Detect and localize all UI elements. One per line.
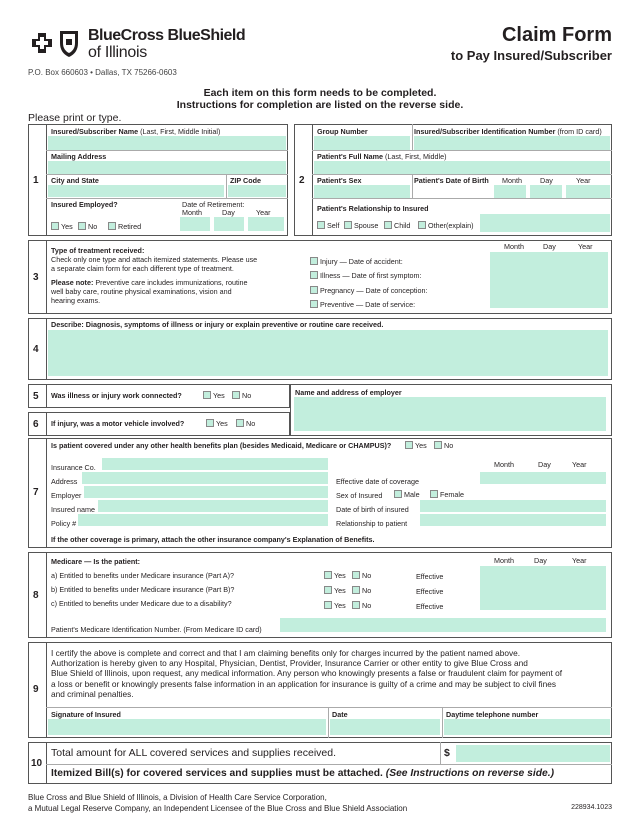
checkbox-icon[interactable]: [418, 221, 426, 229]
medicare-c: c) Entitled to benefits under Medicare due to a disability?: [51, 599, 232, 608]
s7-employer-label: Employer: [51, 491, 82, 500]
section-1-number: 1: [33, 175, 39, 186]
checkbox-icon[interactable]: [310, 300, 318, 308]
checkbox-icon[interactable]: [236, 419, 244, 427]
s7-address-field[interactable]: [82, 472, 328, 484]
print-note: Please print or type.: [28, 112, 122, 124]
section-2-number: 2: [299, 175, 305, 186]
form-title: Claim Form: [501, 24, 612, 46]
employer-label: Name and address of employer: [295, 388, 402, 397]
cert-line: I certify the above is complete and correct and that I am claiming benefits only for charges incurred by the patient named above.: [51, 648, 521, 658]
dob-month[interactable]: [494, 185, 526, 198]
id-field[interactable]: [414, 136, 610, 150]
eff-b-label: Effective: [416, 587, 444, 596]
checkbox-icon[interactable]: [310, 271, 318, 279]
pregnancy-option[interactable]: Pregnancy — Date of conception:: [310, 286, 427, 294]
employed-retired[interactable]: Retired: [108, 222, 141, 230]
footer-code: 228934.1023: [571, 804, 612, 811]
s7-year-label: Year: [572, 460, 587, 469]
dollar-sign: $: [444, 747, 450, 759]
footer-line-2: a Mutual Legal Reserve Company, an Independent Licensee of the Blue Cross and Blue Shield Association: [28, 804, 408, 813]
s7-policy-label: Policy #: [51, 519, 77, 528]
city-field[interactable]: [48, 185, 224, 197]
checkbox-icon[interactable]: [394, 490, 402, 498]
brand-name: BlueCross BlueShield: [88, 27, 246, 44]
patient-name-field[interactable]: [314, 161, 610, 174]
illness-option[interactable]: Illness — Date of first symptom:: [310, 271, 421, 279]
rel-self[interactable]: Self: [317, 221, 339, 229]
section-8-number: 8: [33, 590, 39, 601]
s7-rel-field[interactable]: [420, 514, 606, 526]
dob-day-label: Day: [540, 176, 553, 185]
s7-effective-label: Effective date of coverage: [336, 477, 419, 486]
insco-label: Insurance Co.: [51, 463, 96, 472]
section-10-number: 10: [31, 758, 43, 769]
s7-day-label: Day: [538, 460, 551, 469]
rel-spouse[interactable]: Spouse: [344, 221, 378, 229]
checkbox-icon[interactable]: [434, 441, 442, 449]
section-3-number: 3: [33, 272, 39, 283]
treatment-text-2: a separate claim form for each different type of treatment.: [51, 264, 234, 273]
itemized-note: Itemized Bill(s) for covered services and supplies must be attached. (See Instructions on reverse side.): [51, 768, 555, 779]
treatment-label: Type of treatment received:: [51, 246, 145, 255]
s7-dob-field[interactable]: [420, 500, 606, 512]
medicare-id-field[interactable]: [280, 618, 606, 632]
preventive-option[interactable]: Preventive — Date of service:: [310, 300, 415, 308]
employed-label: Insured Employed?: [51, 200, 118, 209]
checkbox-icon[interactable]: [352, 601, 360, 609]
retire-year-label: Year: [256, 208, 271, 217]
rel-other-field[interactable]: [480, 214, 610, 232]
mailing-label: Mailing Address: [51, 152, 107, 161]
dob-day[interactable]: [530, 185, 562, 198]
checkbox-icon[interactable]: [51, 222, 59, 230]
s8-year-label: Year: [572, 556, 587, 565]
checkbox-icon[interactable]: [203, 391, 211, 399]
dob-label: Patient's Date of Birth: [414, 176, 489, 185]
eff-c-label: Effective: [416, 602, 444, 611]
city-label: City and State: [51, 176, 99, 185]
sex-label: Patient's Sex: [317, 176, 362, 185]
work-no[interactable]: No: [232, 391, 251, 399]
medicare-a-yes[interactable]: Yes: [324, 571, 346, 579]
checkbox-icon[interactable]: [430, 490, 438, 498]
dob-month-label: Month: [502, 176, 522, 185]
checkbox-icon[interactable]: [317, 221, 325, 229]
checkbox-icon[interactable]: [310, 257, 318, 265]
date-field[interactable]: [330, 719, 440, 735]
group-field[interactable]: [314, 136, 410, 150]
checkbox-icon[interactable]: [324, 601, 332, 609]
section-7-number: 7: [33, 487, 39, 498]
dob-year-label: Year: [576, 176, 591, 185]
other-plan-no[interactable]: No: [434, 441, 453, 449]
instruction-2: Instructions for completion are listed on the reverse side.: [176, 99, 464, 111]
medicare-b-no[interactable]: No: [352, 586, 371, 594]
s7-address-label: Address: [51, 477, 78, 486]
zip-label: ZIP Code: [230, 176, 262, 185]
mailing-field[interactable]: [48, 161, 286, 174]
address: P.O. Box 660603 • Dallas, TX 75266-0603: [28, 68, 177, 77]
rel-child[interactable]: Child: [384, 221, 410, 229]
s7-female[interactable]: Female: [430, 490, 464, 498]
employed-no[interactable]: No: [78, 222, 97, 230]
form-subtitle: to Pay Insured/Subscriber: [450, 48, 612, 63]
injury-option[interactable]: Injury — Date of accident:: [310, 257, 403, 265]
section-4-number: 4: [33, 344, 39, 355]
other-plan-yes[interactable]: Yes: [405, 441, 427, 449]
motor-no[interactable]: No: [236, 419, 255, 427]
eff-a-label: Effective: [416, 572, 444, 581]
insco-field[interactable]: [102, 458, 328, 470]
checkbox-icon[interactable]: [206, 419, 214, 427]
phone-field[interactable]: [444, 719, 610, 735]
t-date-grid[interactable]: [490, 252, 608, 308]
motor-yes[interactable]: Yes: [206, 419, 228, 427]
retire-day[interactable]: [214, 217, 244, 231]
certification-text: [51, 648, 562, 699]
treatment-note-1: Please note: Preventive care includes immunizations, routine: [51, 278, 248, 287]
cert-line: and criminal penalties.: [51, 688, 134, 699]
medicare-a-no[interactable]: No: [352, 571, 371, 579]
cert-line: Authorization is hereby given to any Hospital, Physician, Dentist, Provider, Insurance Carrier or other entity to give Blue Cross and: [51, 658, 528, 669]
relationship-label: Patient's Relationship to Insured: [317, 204, 429, 213]
bcbs-logo-icon: [28, 27, 84, 59]
insured-name-field[interactable]: [48, 136, 286, 150]
checkbox-icon[interactable]: [324, 571, 332, 579]
sig-field[interactable]: [48, 719, 326, 735]
phone-label: Daytime telephone number: [446, 710, 539, 719]
instruction-1: Each item on this form needs to be completed.: [203, 87, 437, 99]
s7-dob-label: Date of birth of insured: [336, 505, 409, 514]
t-day-label: Day: [543, 242, 556, 251]
zip-field[interactable]: [228, 185, 286, 197]
checkbox-icon[interactable]: [232, 391, 240, 399]
section-9-number: 9: [33, 684, 39, 695]
s8-day-label: Day: [534, 556, 547, 565]
retire-month-label: Month: [182, 208, 202, 217]
patient-name-label: Patient's Full Name (Last, First, Middle): [317, 152, 447, 161]
treatment-text-1: Check only one type and attach itemized statements. Please use: [51, 255, 258, 264]
logo: [28, 27, 84, 59]
id-label: Insured/Subscriber Identification Number (from ID card): [414, 127, 602, 136]
checkbox-icon[interactable]: [352, 571, 360, 579]
employer-field[interactable]: [294, 397, 606, 431]
sex-field[interactable]: [314, 185, 410, 198]
s7-insured-label: Insured name: [51, 505, 95, 514]
checkbox-icon[interactable]: [344, 221, 352, 229]
checkbox-icon[interactable]: [384, 221, 392, 229]
t-year-label: Year: [578, 242, 593, 251]
date-label: Date: [332, 710, 348, 719]
cert-line: a loss or benefit or knowingly presents false information in an application for insurance is guilty of a crime and may be subject to civil fines: [51, 678, 556, 689]
section-6-number: 6: [33, 419, 39, 430]
checkbox-icon[interactable]: [310, 286, 318, 294]
cert-line: Blue Shield of Illinois, upon request, any medical information. Any person who knowingly presents a false or fraudulent claim for payment of: [51, 668, 562, 679]
section-5-number: 5: [33, 391, 39, 402]
describe-field[interactable]: [48, 330, 608, 376]
checkbox-icon[interactable]: [78, 222, 86, 230]
medicare-eff-dates[interactable]: [480, 566, 606, 610]
s7-male[interactable]: Male: [394, 490, 420, 498]
t-month-label: Month: [504, 242, 524, 251]
checkbox-icon[interactable]: [108, 222, 116, 230]
total-label: Total amount for ALL covered services and supplies received.: [51, 747, 337, 759]
s7-insured-field[interactable]: [98, 500, 328, 512]
checkbox-icon[interactable]: [352, 586, 360, 594]
medicare-c-no[interactable]: No: [352, 601, 371, 609]
retire-year[interactable]: [248, 217, 284, 231]
treatment-note-3: hearing exams.: [51, 296, 101, 305]
s7-employer-field[interactable]: [84, 486, 328, 498]
medicare-a: a) Entitled to benefits under Medicare insurance (Part A)?: [51, 571, 234, 580]
dob-year[interactable]: [566, 185, 610, 198]
treatment-note-2: well baby care, routine physical examinations, vision and: [51, 287, 232, 296]
s7-sex-label: Sex of Insured: [336, 491, 383, 500]
group-label: Group Number: [317, 127, 368, 136]
s7-policy-field[interactable]: [78, 514, 328, 526]
retire-day-label: Day: [222, 208, 235, 217]
other-plan-question: Is patient covered under any other health benefits plan (besides Medicaid, Medicare or CHAMPUS)?: [51, 441, 392, 450]
sig-label: Signature of Insured: [51, 710, 121, 719]
medicare-b: b) Entitled to benefits under Medicare insurance (Part B)?: [51, 585, 235, 594]
medicare-label: Medicare — Is the patient:: [51, 557, 141, 566]
rel-other[interactable]: Other(explain): [418, 221, 474, 229]
work-yes[interactable]: Yes: [203, 391, 225, 399]
total-field[interactable]: [456, 745, 610, 762]
retire-month[interactable]: [180, 217, 210, 231]
work-label: Was illness or injury work connected?: [51, 391, 182, 400]
footer-line-1: Blue Cross and Blue Shield of Illinois, a Division of Health Care Service Corporation,: [28, 793, 327, 802]
s7-rel-label: Relationship to patient: [336, 519, 408, 528]
employed-yes[interactable]: Yes: [51, 222, 73, 230]
checkbox-icon[interactable]: [405, 441, 413, 449]
checkbox-icon[interactable]: [324, 586, 332, 594]
motor-label: If injury, was a motor vehicle involved?: [51, 419, 185, 428]
brand-sub: of Illinois: [88, 44, 147, 61]
s7-effective-field[interactable]: [480, 472, 606, 484]
s7-footer: If the other coverage is primary, attach the other insurance company's Explanation of Benefits.: [51, 535, 375, 544]
s7-month-label: Month: [494, 460, 514, 469]
s8-month-label: Month: [494, 556, 514, 565]
medicare-id-label: Patient's Medicare Identification Number. (From Medicare ID card): [51, 625, 262, 634]
medicare-c-yes[interactable]: Yes: [324, 601, 346, 609]
insured-name-label: Insured/Subscriber Name (Last, First, Middle Initial): [51, 127, 221, 136]
describe-label: Describe: Diagnosis, symptoms of illness or injury or explain preventive or routine care received.: [51, 320, 384, 329]
medicare-b-yes[interactable]: Yes: [324, 586, 346, 594]
retire-label: Date of Retirement:: [182, 200, 245, 209]
